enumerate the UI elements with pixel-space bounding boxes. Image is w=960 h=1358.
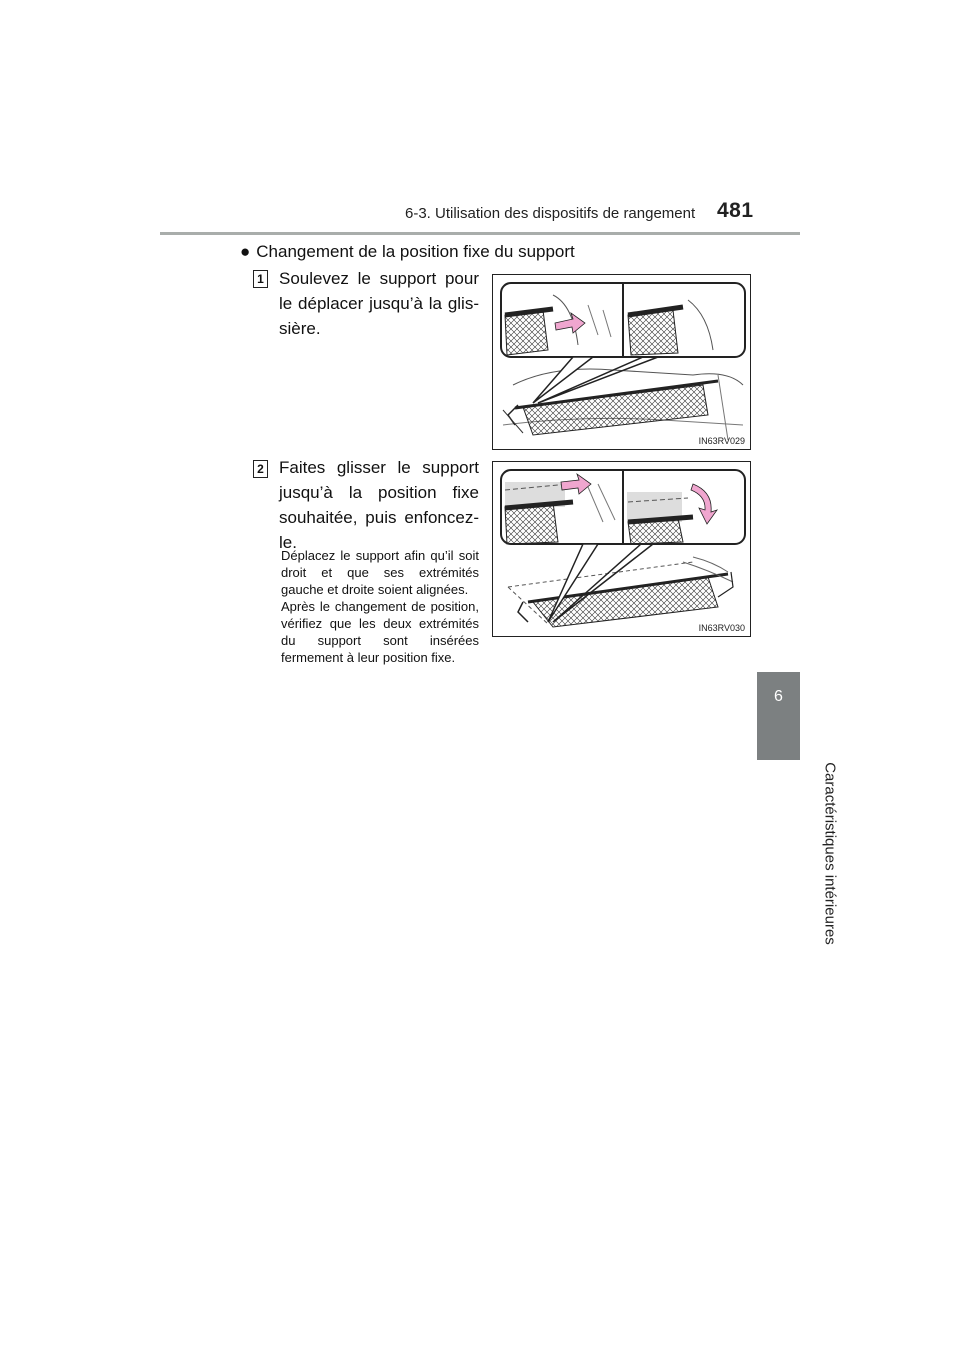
step-2-text: Faites glisser le support jusqu’à la position fixe souhaitée, puis enfoncez-le. — [279, 458, 479, 552]
step-1-illustration — [492, 274, 751, 450]
header-rule — [160, 232, 800, 235]
chapter-tab-label: Caractéristiques intérieures — [821, 762, 839, 945]
bullet-icon: ● — [240, 242, 251, 261]
step-1-badge: 1 — [253, 270, 268, 288]
step-1-text: Soulevez le support pour le déplacer jusqu’à la glissière. — [279, 269, 479, 338]
header-section-title: 6-3. Utilisation des dispositifs de rangement — [405, 205, 696, 222]
section-heading — [240, 242, 575, 262]
figure-code: IN63RV029 — [698, 436, 745, 446]
chapter-tab-number: 6 — [774, 688, 783, 705]
chapter-tab — [757, 672, 800, 760]
step-2-drawing — [493, 462, 750, 636]
step-1-drawing — [493, 275, 750, 449]
step-2-note: Déplacez le support afin qu’il soit droit et que ses extrémités gauche et droite soient alignées. Après le changement de position, vérifiez que les deux extrémités du support sont insérées fermement à leur position fixe. — [281, 548, 479, 665]
figure-code: IN63RV030 — [698, 623, 745, 633]
step-2-illustration — [492, 461, 751, 637]
page-number: 481 — [717, 199, 754, 222]
step-2-badge: 2 — [253, 460, 268, 478]
section-heading-text: Changement de la position fixe du support — [256, 242, 575, 261]
